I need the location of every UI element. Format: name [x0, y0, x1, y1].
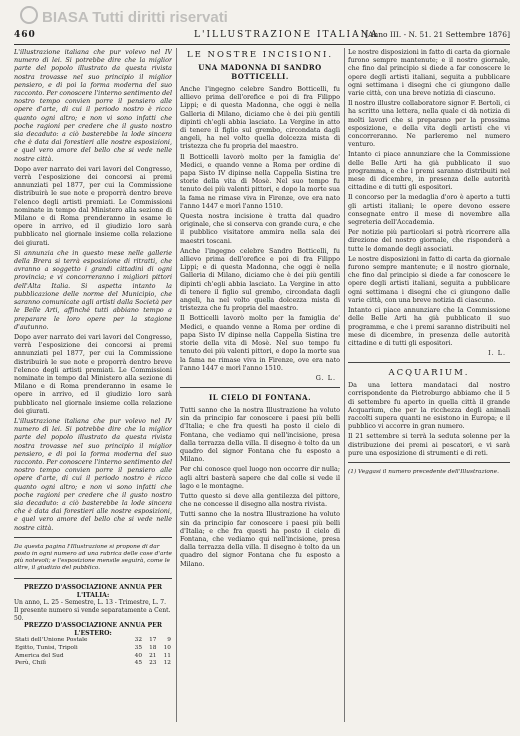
section-title: ACQUARIUM.: [388, 368, 470, 379]
footnote: (1) Veggasi il numero precedente dell'Illustrazione.: [348, 468, 499, 475]
logo-icon: [20, 6, 38, 24]
prices-amount: 11: [163, 652, 171, 659]
paragraph: Tutti sanno che la nostra Illustrazione ha voluto sin da principio far conoscere i paesi più belli d'Italia; e che fra questi ha posto il cielo di Fontana, che vediamo qui nell'incisione, presa dalla terrazza della villa. Il disegno è tolto da un quadro del signor Fontana che fu esposto a Milano.: [180, 405, 340, 464]
prices-destination: Perù, Chilì: [15, 660, 46, 667]
paragraph: Da una lettera mandataci dal nostro corrispondente da Pietroburgo abbiamo che il 5 di settembre fu aperto in quella città il grande Acquarium, che per la ricchezza degli animali raccolti supera quanti ne esistono in Europa; e il pubblico vi accorre in gran numero.: [348, 381, 510, 431]
column-2: [180, 48, 340, 724]
prices-amount: 12: [163, 660, 171, 667]
paragraph: Il nostro illustre collaboratore signor F. Bertoli, ci ha scritto una lettera, nella quale ci dà notizia di molti lavori che si preparano per la prossima esposizione, e della vita degli artisti che vi concorreranno. Ne parleremo nel numero venturo.: [348, 99, 510, 149]
running-header: [14, 30, 510, 45]
paragraph: Il 21 settembre si terrà la seduta solenne per la distribuzione dei premi ai pescatori, e vi sarà pure una esposizione di strumenti e di reti.: [348, 432, 510, 457]
column-3: [348, 48, 510, 724]
prices-amount: 45: [134, 660, 143, 667]
paragraph: L'illustrazione italiana che pur volevo nel IV numero di lei. Si potrebbe dire che la miglior parte del popolo illustrato da questa rivista nostra trovasse nel suo principio il miglior pensiero, e di poi la forma moderna del suo racconto. Per conoscere l'interno sentimento del nostro tempo convien porre il pensiero alle opere d'arte, di cui il periodo nostro è ricco quanto ogni altro; e non vi sono infatti che poche ragioni per credere che il gusto nostro sia decaduto: a ciò basterebbe la lode sincera che è data dai forestieri alle nostre esposizioni, e quel vero amore del bello che si vede nelle nostre città.: [14, 48, 172, 163]
paragraph: Il concorso per la medaglia d'oro è aperto a tutti gli artisti italiani; le opere devono essere consegnate entro il mese di novembre alla segreteria dell'Accademia.: [348, 193, 510, 227]
divider: [14, 578, 172, 579]
prices-amount: 18: [149, 644, 157, 651]
prices-destination: America del Sud: [15, 652, 64, 659]
page-number: 460: [14, 30, 36, 40]
column-rule: [176, 48, 177, 722]
paragraph: Anche l'ingegno celebre Sandro Botticelli, fu allievo prima dell'orefice e poi di fra Filippo Lippi; e di questa Madonna, che oggi è nella Galleria di Milano, diciamo che è dei più gentili dipinti ch'egli abbia lasciato. La Vergine in atto di tenere il figlio sul grembo, circondata dagli angeli, ha nel volto quella dolcezza mista di tristezza che fu propria del maestro.: [180, 85, 340, 151]
prices-table: [14, 637, 172, 667]
paragraph: Tutto questo si deve alla gentilezza del pittore, che ne concesse il disegno alla nostra rivista.: [180, 491, 340, 509]
prices-amount: 32: [134, 637, 143, 644]
paragraph: Per notizie più particolari si potrà ricorrere alla direzione del nostro giornale, che risponderà a tutte le domande degli associati.: [348, 228, 510, 253]
prices-line: Il presente numero si vende separatamente a Cent. 50.: [14, 606, 171, 622]
article-title: UNA MADONNA DI SANDRO BOTTICELLI.: [198, 63, 322, 81]
prices-amount: 23: [149, 660, 157, 667]
paragraph: Si annunzia che in questo mese nelle gallerie della Brera si terrà esposizione di ritratti, che avranno a soggetto i grandi cittadini di ogni provincia; e vi concorreranno i migliori pittori dell'Alta Italia. Si aspetta intanto la pubblicazione delle norme del Municipio, che saranno comunicate agli artisti dalla Società per le Belle Arti, affinché tutti abbiano tempo a preparare le loro opere per la stagione d'autunno.: [14, 248, 172, 331]
prices-amount: 35: [134, 644, 143, 651]
paragraph: Intanto ci piace annunziare che la Commissione delle Belle Arti ha già pubblicato il suo programma, e che i premi saranno distribuiti nel mese di dicembre, in presenza delle autorità cittadine e di tutti gli espositori.: [348, 150, 510, 192]
column-rule: [344, 48, 345, 722]
prices-destination: Egitto, Tunisi, Tripoli: [15, 644, 78, 651]
paragraph: Intanto ci piace annunziare che la Commissione delle Belle Arti ha già pubblicato il suo programma, e che i premi saranno distribuiti nel mese di dicembre, in presenza delle autorità cittadine e di tutti gli espositori.: [348, 306, 510, 347]
newspaper-page: [14, 4, 510, 728]
paragraph: Questa nostra incisione è tratta dal quadro originale, che si conserva con grande cura, e che il pubblico visitatore ammira nella sala dei maestri toscani.: [180, 212, 340, 245]
subscription-prices: [14, 584, 172, 668]
prices-destination: Stati dell'Unione Postale: [15, 637, 88, 644]
paragraph: Le nostre disposizioni in fatto di carta da giornale furono sempre mantenute; e il nostro giornale, che fino dal principio si diede a far conoscere le opere degli artisti italiani, seguita a pubblicare ogni settimana i disegni che ci giungono dalle varie città, con una breve notizia di ciascuno.: [348, 254, 510, 304]
divider: [348, 462, 510, 463]
article-title: IL CIELO DI FONTANA.: [208, 392, 312, 402]
paragraph: Dopo aver narrato dei vari lavori del Congresso, verrà l'esposizione dei concorsi ai premi annunziati pel 1877, per cui la Commissione distribuirà le sue note e proporrà dentro breve l'elenco degli artisti premiati. Le Commissioni nominate in tempo dal Ministero alla sezione di Milano e di Roma prenderanno in esame le opere in arrivo, ed il giudizio loro sarà pubblicato nel giornale insieme colla relazione dei giurati.: [14, 164, 172, 247]
paragraph: Il Botticelli lavorò molto per la famiglia de' Medici, e quando venne a Roma per ordine di papa Sisto IV dipinse nella Cappella Sistina tre storie della vita di Mosè. Nel suo tempo fu tenuto dei più valenti pittori, e dopo la morte sua la fama ne rimase viva in Firenze, ove era nato l'anno 1447 e morì l'anno 1510.: [180, 152, 340, 210]
prices-line: Un anno, L. 25 - Semestre, L. 13 - Trimestre, L. 7.: [14, 599, 167, 607]
prices-amount: 21: [149, 652, 157, 659]
divider: [348, 362, 510, 363]
divider: [180, 387, 340, 388]
section-title: LE NOSTRE INCISIONI.: [186, 50, 334, 60]
paragraph: L'illustrazione italiana che pur volevo nel IV numero di lei. Si potrebbe dire che la miglior parte del popolo illustrato da questa rivista nostra trovasse nel suo principio il miglior pensiero, e di poi la forma moderna del suo racconto. Per conoscere l'interno sentimento del nostro tempo convien porre il pensiero alle opere d'arte, di cui il periodo nostro è ricco quanto ogni altro; e non vi sono infatti che poche ragioni per credere che il gusto nostro sia decaduto: a ciò basterebbe la lode sincera che è data dai forestieri alle nostre esposizioni, e quel vero amore del bello che si vede nelle nostre città.: [14, 416, 172, 532]
prices-heading-italy: PREZZO D'ASSOCIAZIONE ANNUA PER L'ITALIA:: [23, 584, 163, 599]
watermark: [20, 6, 228, 26]
journal-title: L'ILLUSTRAZIONE ITALIANA: [194, 30, 379, 40]
watermark-text: BIASA Tutti diritti riservati: [42, 9, 228, 26]
prices-heading-abroad: PREZZO D'ASSOCIAZIONE ANNUA PER L'ESTERO:: [23, 622, 163, 637]
prices-amount: 40: [134, 652, 143, 659]
issue-date: [Anno III. - N. 51. 21 Settembre 1876]: [365, 30, 510, 39]
prices-amount: 17: [149, 637, 157, 644]
prices-row: [14, 645, 172, 653]
prices-row: [14, 637, 172, 645]
prices-amount: 10: [163, 644, 171, 651]
paragraph: Per chi conosce quel luogo non occorre dir nulla; agli altri basterà sapere che dal colle si vede il lago e le montagne.: [180, 465, 340, 490]
paragraph: Anche l'ingegno celebre Sandro Botticelli, fu allievo prima dell'orefice e poi di fra Filippo Lippi; e di questa Madonna, che oggi è nella Galleria di Milano, diciamo che è dei più gentili dipinti ch'egli abbia lasciato. La Vergine in atto di tenere il figlio sul grembo, circondata dagli angeli, ha nel volto quella dolcezza mista di tristezza che fu propria del maestro.: [180, 246, 340, 313]
column-1: [14, 48, 172, 724]
prices-row: [14, 653, 172, 661]
divider: [14, 537, 172, 538]
editorial-note: Da questa pagina l'Illustrazione si propone di dar posto in ogni numero ad una rubrica delle cose d'arte più notevoli; e l'esposizione mensile seguirà, come le altre, il giudizio del pubblico.: [14, 543, 172, 572]
prices-amount: 9: [167, 637, 171, 644]
signature: G. L.: [315, 373, 336, 382]
prices-row: [14, 660, 172, 668]
paragraph: Le nostre disposizioni in fatto di carta da giornale furono sempre mantenute; e il nostro giornale, che fino dal principio si diede a far conoscere le opere degli artisti italiani, seguita a pubblicare ogni settimana i disegni che ci giungono dalle varie città, con una breve notizia di ciascuno.: [348, 48, 510, 98]
paragraph: Il Botticelli lavorò molto per la famiglia de' Medici, e quando venne a Roma per ordine di papa Sisto IV dipinse nella Cappella Sistina tre storie della vita di Mosè. Nel suo tempo fu tenuto dei più valenti pittori, e dopo la morte sua la fama ne rimase viva in Firenze, ove era nato l'anno 1447 e morì l'anno 1510.: [180, 314, 340, 372]
paragraph: Tutti sanno che la nostra Illustrazione ha voluto sin da principio far conoscere i paesi più belli d'Italia; e che fra questi ha posto il cielo di Fontana, che vediamo qui nell'incisione, presa dalla terrazza della villa. Il disegno è tolto da un quadro del signor Fontana che fu esposto a Milano.: [180, 510, 340, 568]
paragraph: Dopo aver narrato dei vari lavori del Congresso, verrà l'esposizione dei concorsi ai premi annunziati pel 1877, per cui la Commissione distribuirà le sue note e proporrà dentro breve l'elenco degli artisti premiati. Le Commissioni nominate in tempo dal Ministero alla sezione di Milano e di Roma prenderanno in esame le opere in arrivo, ed il giudizio loro sarà pubblicato nel giornale insieme colla relazione dei giurati.: [14, 332, 172, 415]
signature: I. L.: [488, 349, 506, 358]
